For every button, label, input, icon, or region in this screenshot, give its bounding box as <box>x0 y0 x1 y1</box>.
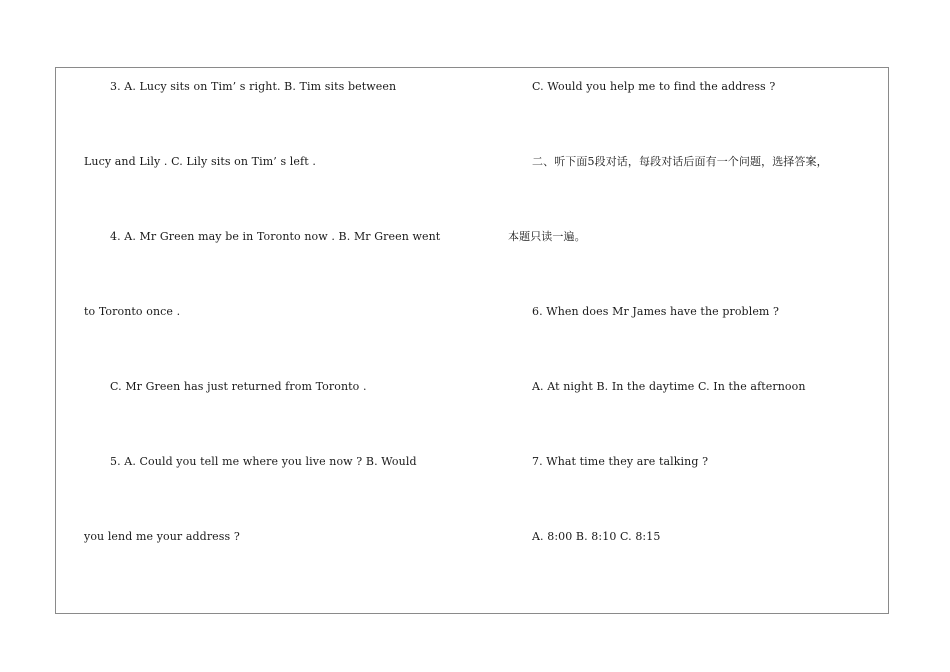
question-7: 7. What time they are talking ? <box>532 455 709 468</box>
question-7-options: A. 8:00 B. 8:10 C. 8:15 <box>532 530 661 543</box>
question-5-option-c: C. Would you help me to find the address ? <box>532 80 776 93</box>
question-3-line-1: 3. A. Lucy sits on Tim’ s right. B. Tim sits between <box>110 80 397 93</box>
section-2-instruction: 二、听下面5段对话，每段对话后面有一个问题，选择答案， <box>532 155 828 168</box>
question-6: 6. When does Mr James have the problem ? <box>532 305 780 318</box>
question-4-line-1: 4. A. Mr Green may be in Toronto now . B. Mr Green went <box>110 230 441 243</box>
question-4-option-c: C. Mr Green has just returned from Toronto . <box>110 380 367 393</box>
question-5-line-1: 5. A. Could you tell me where you live now ? B. Would <box>110 455 417 468</box>
question-5-line-2: you lend me your address ? <box>84 530 240 543</box>
question-6-options: A. At night B. In the daytime C. In the afternoon <box>532 380 806 393</box>
question-3-line-2: Lucy and Lily . C. Lily sits on Tim’ s left . <box>84 155 316 168</box>
section-2-instruction-cont: 本题只读一遍。 <box>508 230 586 243</box>
question-4-line-2: to Toronto once . <box>84 305 181 318</box>
